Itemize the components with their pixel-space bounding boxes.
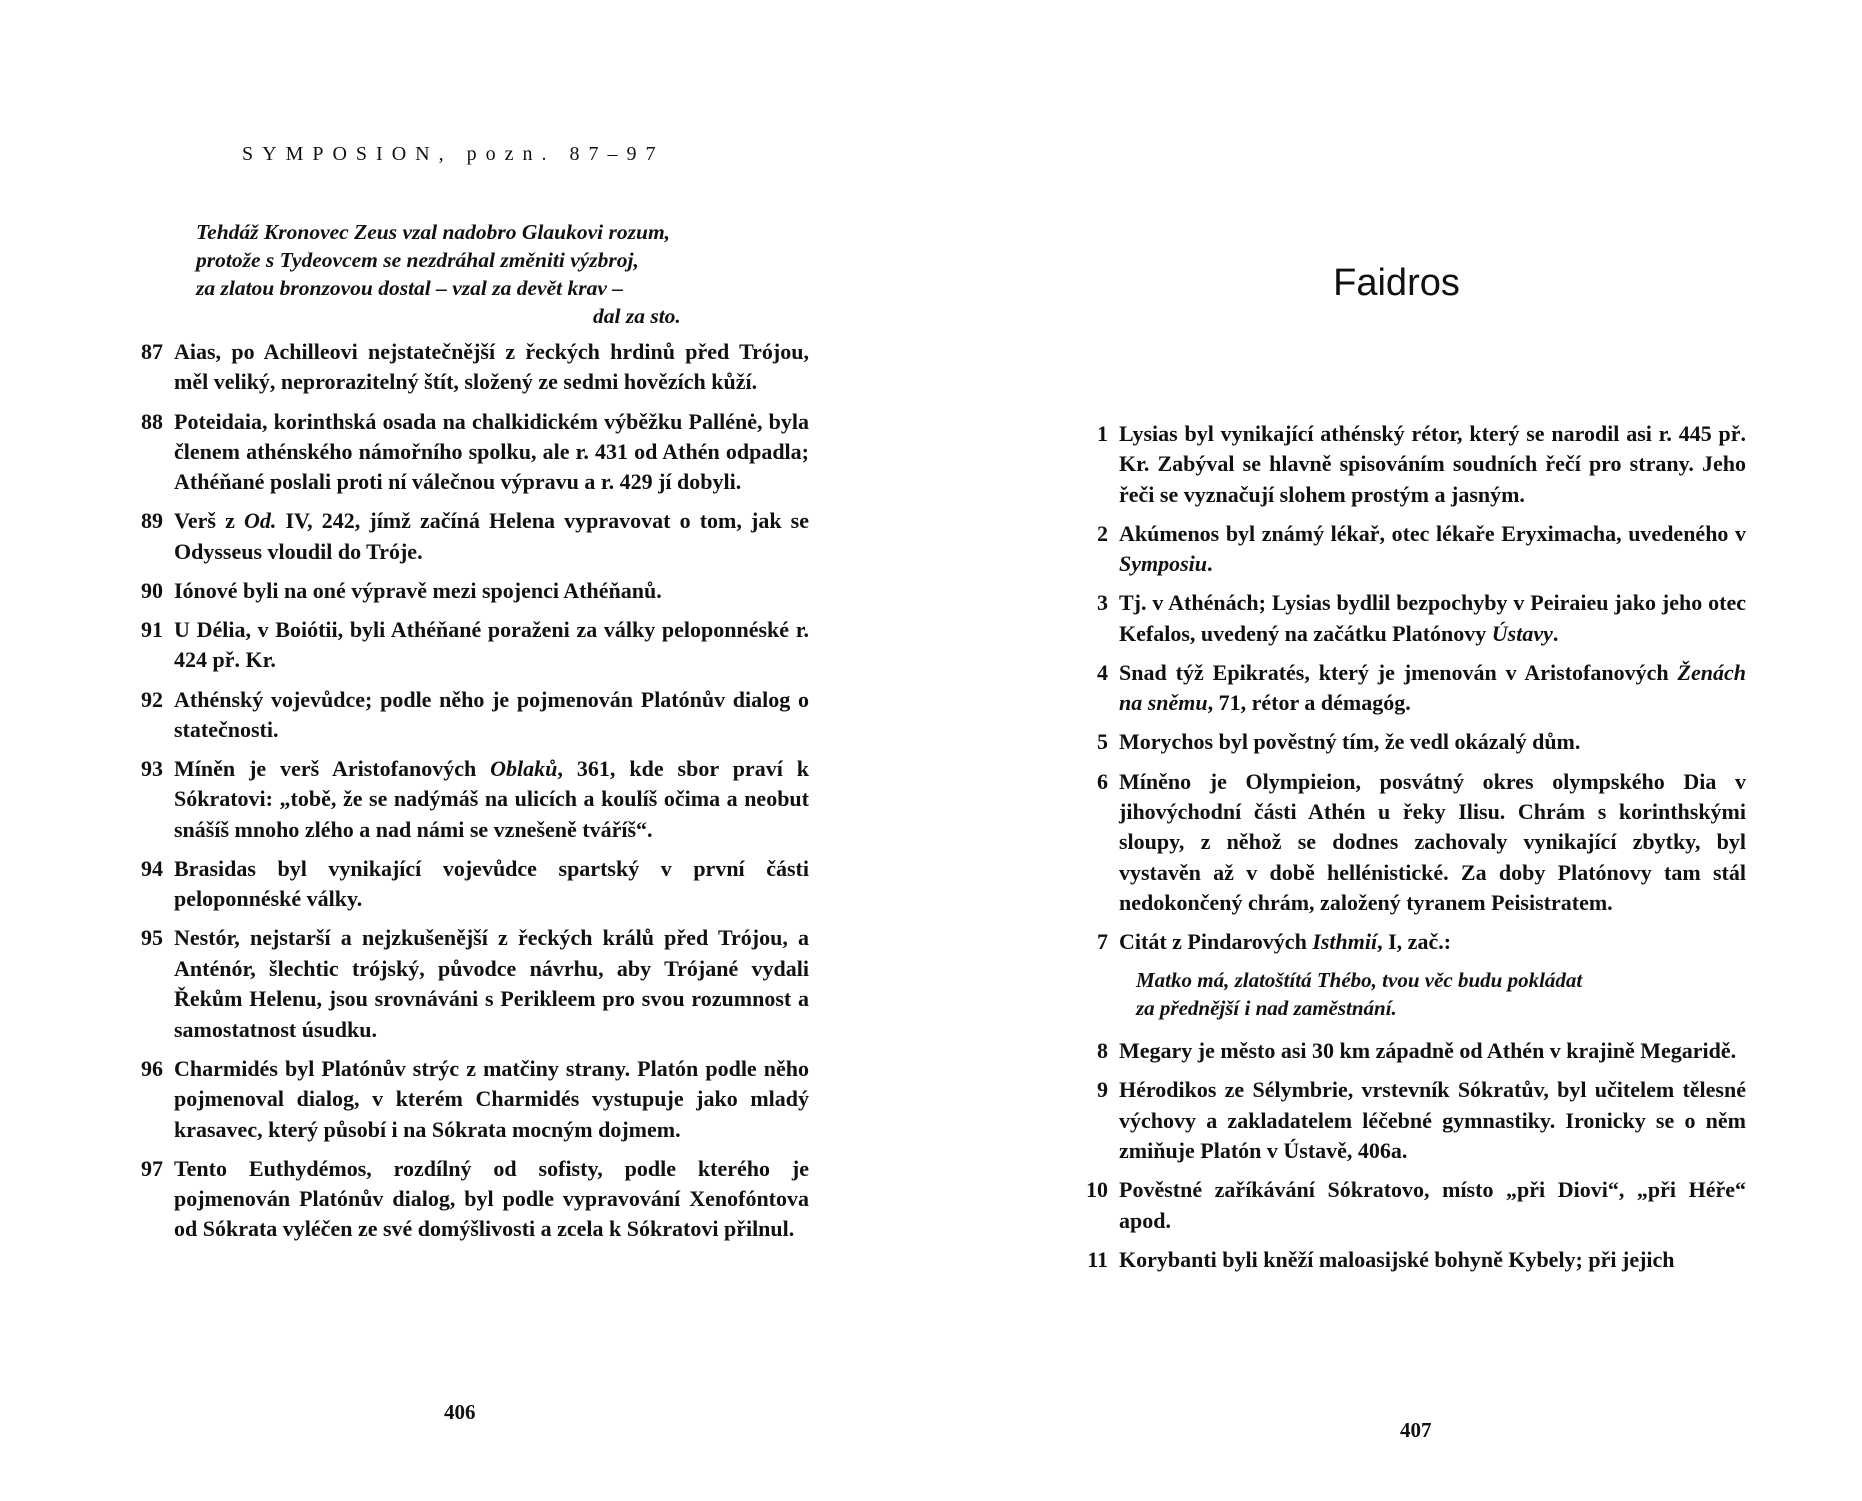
- note-text: Charmidés byl Platónův strýc z matčiny strany. Platón podle něho pojmenoval dialog, v kterém Charmidés vystupuje jako mladý krasavec, který působí i na Sókrata mocným dojmem.: [174, 1055, 809, 1142]
- note-text: Nestór, nejstarší a nejzkušenější z řeckých králů před Trójou, a Anténór, šlechtic trójský, původce návrhu, aby Trójané vydali Řekům Helenu, jsou srovnáváni s Perikleem pro svou rozumnost a samostatnost úsudku.: [174, 925, 809, 1042]
- verse-line: Tehdáž Kronovec Zeus vzal nadobro Glaukovi rozum,: [196, 220, 671, 244]
- note-2: [1068, 519, 1746, 580]
- note-number: 5: [1097, 729, 1108, 755]
- note-text: Korybanti byli kněží maloasijské bohyně Kybely; při jejich: [1119, 1246, 1675, 1272]
- note-text: Míněno je Olympieion, posvátný okres olympského Dia v jihovýchodní části Athén u řeky Ilisu. Chrám s korinthskými sloupy, z něhož se dodnes zachovaly vynikající zbytky, byl vystavěn až v době hellénistické. Za doby Platónovy tam stál nedokončený chrám, založený tyranem Peisistratem.: [1119, 768, 1746, 916]
- note-text: Iónové byli na oné výpravě mezi spojenci Athéňanů.: [174, 577, 662, 603]
- note-number: 11: [1087, 1246, 1108, 1272]
- note-text: [1119, 588, 1746, 649]
- note-number: 97: [141, 1155, 163, 1181]
- note-number: 93: [141, 756, 163, 781]
- note-text: [174, 506, 809, 567]
- notes-list: [133, 337, 809, 1254]
- note-number: 10: [1086, 1177, 1108, 1203]
- verse-line: protože s Tydeovcem se nezdráhal změniti výzbroj,: [196, 248, 639, 272]
- note-5: [1068, 727, 1746, 757]
- note-number: 9: [1097, 1077, 1108, 1103]
- note-number: 7: [1097, 929, 1108, 955]
- note-7: [1068, 927, 1746, 957]
- note-italic-title: Isthmií: [1312, 929, 1378, 955]
- notes-list: [1068, 419, 1746, 1284]
- note-87: [133, 337, 809, 398]
- note-number: 94: [141, 855, 163, 881]
- note-text: [1119, 927, 1746, 957]
- note-text: Poteidaia, korinthská osada na chalkidickém výběžku Pallénė, byla členem athénského námořního spolku, ale r. 431 od Athén odpadla; Athéňané poslali proti ní válečnou výpravu a r. 429 jí dobyli.: [174, 408, 809, 495]
- note-11: [1068, 1245, 1746, 1275]
- note-number: 91: [141, 617, 163, 642]
- note-93: [133, 754, 809, 845]
- note-number: 89: [141, 508, 163, 534]
- note-number: 1: [1097, 421, 1108, 446]
- note-number: 4: [1097, 659, 1108, 685]
- note-4: [1068, 658, 1746, 719]
- note-text: U Délia, v Boiótii, byli Athéňané poraženi za války peloponnéské r. 424 př. Kr.: [174, 617, 809, 673]
- note-97: [133, 1154, 809, 1245]
- chapter-title: Faidros: [1333, 262, 1460, 304]
- note-text-part: Míněn je verš Aristofanových: [174, 756, 491, 781]
- page-number: 406: [444, 1400, 476, 1424]
- note-text-part: Citát z Pindarových: [1119, 929, 1313, 955]
- note-text-part: Verš z: [174, 508, 244, 534]
- note-text: Brasidas byl vynikající vojevůdce spartský v první části peloponnéské války.: [174, 855, 809, 912]
- note-number: 3: [1097, 590, 1108, 616]
- note-9: [1068, 1075, 1746, 1166]
- note-text: [174, 754, 809, 845]
- note-text-part: .: [1552, 620, 1559, 646]
- note-text-part: , 361, kde sbor praví k Sókratovi: „tobě, že se nadýmáš na ulicích a koulíš očima a neobut snášíš mnoho zlého a nad námi se vznešeně tváříš“.: [174, 756, 810, 842]
- note-92: [133, 685, 809, 746]
- note-italic-title: Ústavy: [1491, 620, 1553, 646]
- note-3: [1068, 588, 1746, 649]
- note-text: Megary je město asi 30 km západně od Athén v krajině Megaridě.: [1119, 1038, 1737, 1064]
- note-89: [133, 506, 809, 567]
- note-number: 6: [1097, 768, 1108, 794]
- note-text: Lysias byl vynikající athénský rétor, který se narodil asi r. 445 př. Kr. Zabýval se hlavně spisováním soudních řečí pro strany. Jeho řeči se vyznačují slohem prostým a jasným.: [1119, 421, 1746, 507]
- note-text-part: Snad týž Epikratés, který je jmenován v Aristofanových: [1119, 659, 1678, 685]
- note-italic-title: Symposiu: [1119, 551, 1208, 577]
- note-number: 8: [1097, 1038, 1108, 1064]
- note-text: Pověstné zaříkávání Sókratovo, místo „při Diovi“, „při Héře“ apod.: [1119, 1177, 1746, 1233]
- note-88: [133, 407, 809, 498]
- verse-line: za zlatou bronzovou dostal – vzal za devět krav –: [196, 276, 624, 300]
- note-text: Hérodikos ze Sélymbrie, vrstevník Sókratův, byl učitelem tělesné výchovy a zakladatelem léčebné gymnastiky. Ironicky se o něm zmiňuje Platón v Ústavě, 406a.: [1119, 1077, 1746, 1164]
- note-8: [1068, 1036, 1746, 1066]
- note-italic-title: Ženách na sněmu: [1119, 659, 1746, 716]
- note-text: Aias, po Achilleovi nejstatečnější z řeckých hrdinů před Trójou, měl veliký, neprorazitelný štít, složený ze sedmi hovězích kůží.: [174, 339, 809, 395]
- quote-line: za přednější i nad zaměstnání.: [1136, 996, 1397, 1021]
- page-number: 407: [1400, 1418, 1432, 1442]
- note-91: [133, 615, 809, 676]
- verse-line: dal za sto.: [593, 304, 681, 328]
- running-head: SYMPOSION, pozn. 87–97: [242, 143, 665, 165]
- note-96: [133, 1054, 809, 1145]
- note-text-part: Akúmenos byl známý lékař, otec lékaře Eryximacha, uvedeného v: [1119, 520, 1746, 546]
- note-1: [1068, 419, 1746, 510]
- note-94: [133, 854, 809, 915]
- right-page: [931, 0, 1862, 1501]
- note-number: 88: [141, 408, 163, 434]
- note-text: Athénský vojevůdce; podle něho je pojmenován Platónův dialog o statečnosti.: [174, 686, 809, 742]
- note-text-part: , 71, rétor a démagóg.: [1207, 690, 1411, 716]
- note-10: [1068, 1175, 1746, 1236]
- note-number: 95: [141, 925, 163, 951]
- note-text: Morychos byl pověstný tím, že vedl okázalý dům.: [1119, 729, 1581, 755]
- note-6: [1068, 767, 1746, 919]
- note-text-part: IV, 242, jímž začíná Helena vypravovat o tom, jak se Odysseus vloudil do Tróje.: [174, 508, 809, 564]
- note-number: 87: [141, 339, 163, 364]
- note-number: 90: [141, 577, 163, 603]
- note-95: [133, 923, 809, 1045]
- note-7-quote: [1068, 966, 1746, 1022]
- note-italic-title: Od.: [243, 508, 277, 534]
- note-text: Tento Euthydémos, rozdílný od sofisty, podle kterého je pojmenován Platónův dialog, byl podle vypravování Xenofóntova od Sókrata vyléčen ze své domýšlivosti a zcela k Sókratovi přilnul.: [174, 1155, 809, 1242]
- note-number: 96: [141, 1055, 163, 1081]
- note-text: [1119, 519, 1746, 580]
- verse-quote: [196, 218, 716, 330]
- note-number: 92: [141, 686, 163, 712]
- note-text-part: .: [1207, 551, 1213, 577]
- quote-line: Matko má, zlatoštítá Thébo, tvou věc budu pokládat: [1136, 968, 1583, 993]
- note-text-part: , I, zač.:: [1377, 929, 1452, 955]
- note-italic-title: Oblaků: [490, 756, 558, 781]
- note-text: [1119, 658, 1746, 719]
- note-90: [133, 576, 809, 606]
- note-number: 2: [1097, 520, 1108, 546]
- note-text-part: Tj. v Athénách; Lysias bydlil bezpochyby v Peiraieu jako jeho otec Kefalos, uvedený na začátku Platónovy: [1119, 590, 1746, 646]
